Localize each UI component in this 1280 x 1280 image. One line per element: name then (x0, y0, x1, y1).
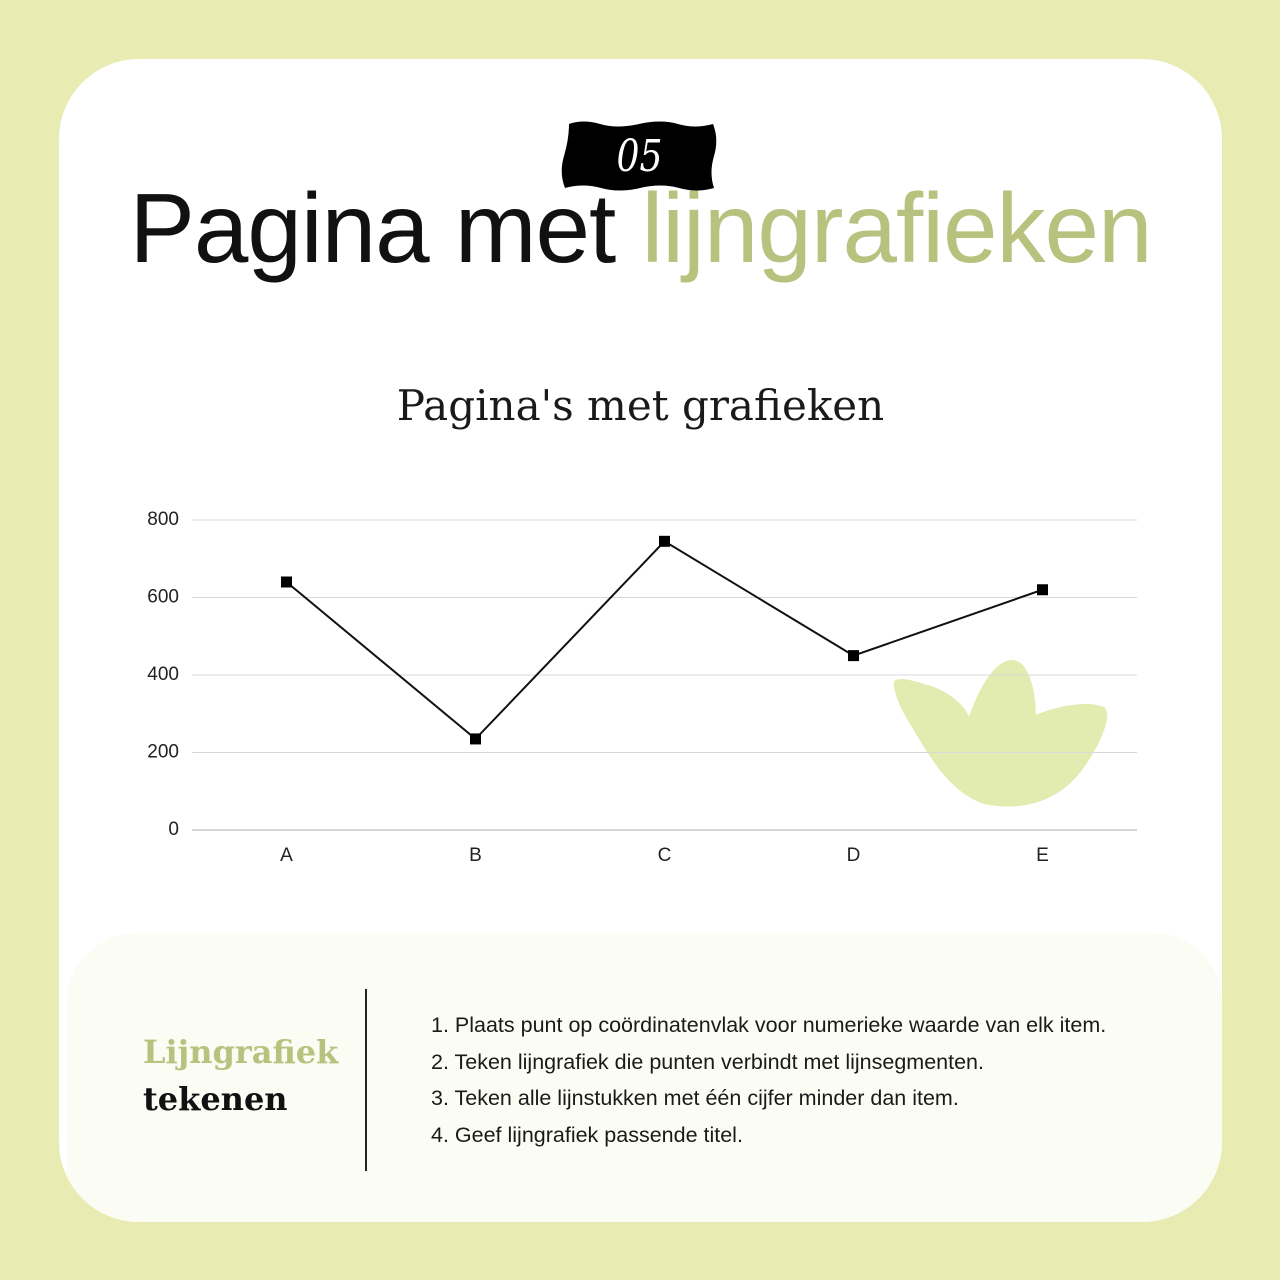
vertical-divider (365, 989, 367, 1171)
x-tick-label: B (469, 845, 482, 866)
instruction-step: 2. Teken lijngrafiek die punten verbindt met lijnsegmenten. (431, 1049, 984, 1074)
instruction-step: 3. Teken alle lijnstukken met één cijfer minder dan item. (431, 1086, 959, 1110)
data-point (470, 733, 481, 744)
instructions-title (143, 1029, 338, 1123)
leaf-decoration (894, 660, 1108, 807)
y-tick-label: 0 (168, 819, 179, 840)
instructions-title-line2: tekenen (143, 1080, 288, 1118)
page-title-accent: lijngrafieken (641, 173, 1152, 283)
data-point (848, 650, 859, 661)
line-chart (59, 59, 1222, 919)
data-point (281, 577, 292, 588)
chart-title: Pagina's met grafieken (396, 381, 885, 430)
instruction-step: 4. Geef lijngrafiek passende titel. (431, 1122, 743, 1147)
content-card (59, 59, 1222, 1222)
data-point (659, 536, 670, 547)
y-tick-label: 400 (147, 664, 179, 685)
badge-number: 05 (616, 130, 663, 182)
x-tick-label: C (657, 845, 672, 866)
page-title-plain: Pagina met (129, 173, 616, 283)
instructions-title-line1: Lijngrafiek (143, 1033, 339, 1071)
instruction-step: 1. Plaats punt op coördinatenvlak voor numerieke waarde van elk item. (431, 1013, 1107, 1037)
data-point (1037, 584, 1048, 595)
x-tick-label: A (280, 845, 293, 866)
y-tick-label: 800 (147, 509, 179, 530)
x-tick-label: E (1036, 845, 1049, 866)
y-tick-label: 200 (147, 741, 179, 763)
instruction-steps (431, 1007, 1106, 1153)
y-tick-label: 600 (147, 586, 179, 608)
x-tick-label: D (846, 845, 861, 866)
